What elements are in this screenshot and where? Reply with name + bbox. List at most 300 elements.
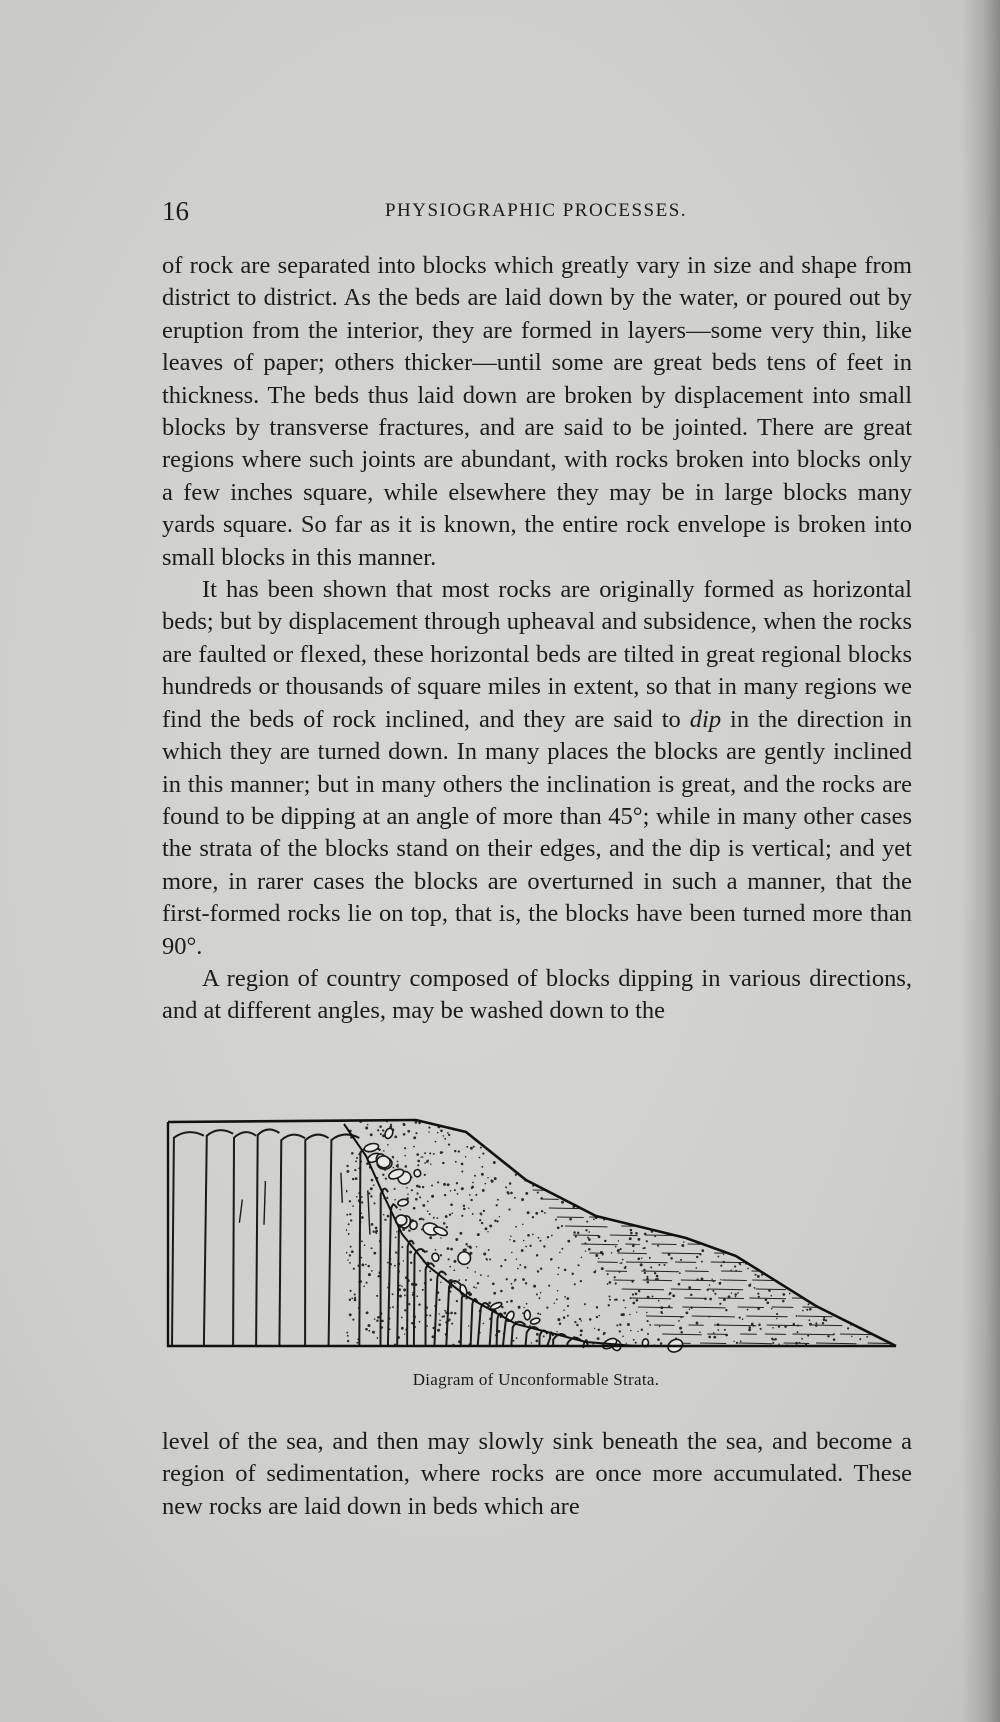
stipple-dot <box>614 1151 616 1153</box>
stipple-dot <box>788 1235 790 1237</box>
stipple-dot <box>850 1150 852 1152</box>
stipple-dot <box>424 1162 426 1164</box>
stipple-dot <box>439 1319 441 1321</box>
stipple-dot <box>834 1285 836 1287</box>
bedding-line <box>626 1262 668 1263</box>
stipple-dot <box>858 1285 861 1288</box>
stipple-dot <box>547 1236 549 1238</box>
stipple-dot <box>751 1323 754 1326</box>
bedding-line <box>708 1289 743 1290</box>
bedding-line <box>814 1145 841 1146</box>
stipple-dot <box>381 1320 384 1323</box>
stipple-dot <box>433 1217 435 1219</box>
stipple-dot <box>516 1337 518 1339</box>
stipple-dot <box>376 1295 378 1297</box>
stipple-dot <box>689 1309 691 1311</box>
stipple-dot <box>888 1332 891 1335</box>
stipple-dot <box>779 1229 782 1232</box>
stipple-dot <box>575 1236 577 1238</box>
stipple-dot <box>757 1293 759 1295</box>
stipple-dot <box>480 1147 482 1149</box>
stipple-dot <box>803 1218 805 1220</box>
stipple-dot <box>593 1123 595 1125</box>
stipple-dot <box>609 1299 611 1301</box>
stipple-dot <box>489 1224 492 1227</box>
stipple-dot <box>816 1222 817 1223</box>
stipple-dot <box>751 1151 754 1154</box>
stipple-dot <box>713 1136 715 1138</box>
stipple-dot <box>739 1316 741 1318</box>
bedding-line <box>673 1190 698 1191</box>
stipple-dot <box>784 1242 787 1245</box>
stipple-dot <box>346 1165 348 1167</box>
stipple-dot <box>481 1166 483 1168</box>
paragraph-2-part-2: in the direction in which they are turned down. In many places the blocks are gently inclined in this manner; but in many others the inclination is great, and the rocks are found to be dipping at an angle of more than 45°; while in many other cases the strata of the blocks stand on their edges, and the dip is vertical; and yet more, in rarer cases the blocks are overturned in such a manner, that the first-formed rocks lie on top, that is, the blocks have been turned more than 90°. <box>162 705 913 960</box>
stipple-dot <box>862 1177 865 1180</box>
stipple-dot <box>473 1286 475 1288</box>
stipple-dot <box>745 1142 747 1144</box>
stipple-dot <box>873 1236 874 1237</box>
stipple-dot <box>779 1241 781 1243</box>
vertical-block-edge <box>461 1292 471 1346</box>
stipple-dot <box>623 1299 625 1301</box>
stipple-dot <box>821 1193 823 1195</box>
stipple-dot <box>760 1328 762 1330</box>
stipple-dot <box>489 1141 491 1143</box>
stipple-dot <box>739 1123 741 1125</box>
stipple-dot <box>712 1240 715 1243</box>
bedding-line <box>625 1208 658 1209</box>
stipple-dot <box>407 1130 410 1133</box>
stipple-dot <box>361 1263 364 1266</box>
stipple-dot <box>820 1290 822 1292</box>
stipple-dot <box>461 1215 463 1217</box>
stipple-dot <box>753 1222 755 1224</box>
stipple-dot <box>683 1138 685 1140</box>
stipple-dot <box>708 1336 711 1339</box>
stipple-dot <box>635 1342 637 1344</box>
stipple-dot <box>449 1266 451 1268</box>
stipple-dot <box>773 1129 775 1131</box>
stipple-dot <box>349 1298 351 1300</box>
stipple-dot <box>487 1275 489 1277</box>
stipple-dot <box>889 1121 891 1123</box>
stipple-dot <box>755 1274 757 1276</box>
stipple-dot <box>768 1242 770 1244</box>
pebble <box>524 1310 530 1320</box>
stipple-dot <box>404 1165 407 1168</box>
bedding-line <box>713 1163 744 1164</box>
stipple-dot <box>774 1276 776 1278</box>
stipple-dot <box>599 1197 602 1200</box>
bedding-line <box>610 1235 638 1236</box>
stipple-dot <box>454 1260 457 1263</box>
stipple-dot <box>509 1239 510 1240</box>
stipple-dot <box>817 1276 819 1278</box>
stipple-dot <box>646 1240 648 1242</box>
stipple-dot <box>544 1212 546 1214</box>
stipple-dot <box>710 1242 712 1244</box>
bedding-line <box>714 1325 756 1326</box>
bedding-line <box>714 1244 751 1245</box>
stipple-dot <box>850 1202 852 1204</box>
stipple-dot <box>829 1216 831 1218</box>
stipple-dot <box>883 1236 885 1238</box>
stipple-dot <box>765 1299 768 1302</box>
stipple-dot <box>608 1137 611 1140</box>
pebble <box>384 1127 395 1140</box>
stipple-dot <box>691 1131 692 1132</box>
stipple-dot <box>754 1287 756 1289</box>
stipple-dot <box>793 1323 796 1326</box>
stipple-dot <box>351 1250 354 1253</box>
stipple-dot <box>667 1173 670 1176</box>
stipple-dot <box>348 1223 350 1225</box>
stipple-dot <box>541 1210 543 1212</box>
stipple-dot <box>451 1323 453 1325</box>
paragraph-2-part-1: It has been shown that most rocks are originally formed as horizontal beds; but by displacement through upheaval and subsidence, when the rocks are faulted or flexed, these horizontal beds are tilted in great regional blocks hundreds or thousands of square miles in extent, so that in many regions we find the beds of rock inclined, and they are said to <box>162 576 912 733</box>
stipple-dot <box>630 1229 633 1232</box>
stipple-dot <box>844 1176 847 1179</box>
stipple-dot <box>599 1166 600 1167</box>
bedding-line <box>852 1307 893 1308</box>
bedding-line <box>696 1217 736 1218</box>
stipple-dot <box>873 1219 875 1221</box>
stipple-dot <box>427 1210 429 1212</box>
stipple-dot <box>561 1225 563 1227</box>
stipple-dot <box>572 1168 574 1170</box>
stipple-dot <box>886 1142 888 1144</box>
stipple-dot <box>448 1134 450 1136</box>
stipple-dot <box>887 1256 889 1258</box>
bedding-line <box>801 1244 840 1245</box>
stipple-dot <box>731 1165 734 1168</box>
stipple-dot <box>765 1185 767 1187</box>
stipple-dot <box>370 1133 373 1136</box>
stipple-dot <box>765 1128 767 1130</box>
stipple-dot <box>417 1164 419 1166</box>
stipple-dot <box>822 1271 824 1273</box>
stipple-dot <box>472 1182 474 1184</box>
stipple-dot <box>431 1195 434 1198</box>
stipple-dot <box>635 1190 636 1191</box>
bedding-line <box>523 1136 555 1137</box>
stipple-dot <box>667 1149 670 1152</box>
stipple-dot <box>626 1174 627 1175</box>
stipple-dot <box>641 1328 643 1330</box>
vertical-block-edge <box>388 1205 397 1346</box>
pebble <box>363 1142 379 1153</box>
stipple-dot <box>393 1157 395 1159</box>
stipple-dot <box>794 1288 796 1290</box>
stipple-dot <box>843 1120 845 1122</box>
stipple-dot <box>808 1279 810 1281</box>
vertical-block-edge <box>539 1330 547 1346</box>
stipple-dot <box>652 1163 654 1165</box>
stipple-dot <box>588 1248 591 1251</box>
stipple-dot <box>546 1307 548 1309</box>
stipple-dot <box>740 1340 742 1342</box>
stipple-dot <box>825 1319 827 1321</box>
stipple-dot <box>355 1160 357 1162</box>
stipple-dot <box>461 1163 464 1166</box>
stipple-dot <box>866 1186 868 1188</box>
stipple-dot <box>870 1322 872 1324</box>
stipple-dot <box>543 1157 545 1159</box>
bedding-line <box>601 1136 636 1137</box>
stipple-dot <box>632 1244 635 1247</box>
stipple-dot <box>593 1207 594 1208</box>
stipple-dot <box>752 1225 754 1227</box>
stipple-dot <box>814 1205 816 1207</box>
stipple-dot <box>473 1146 475 1148</box>
bedding-line <box>595 1172 625 1173</box>
stipple-dot <box>550 1258 553 1261</box>
stipple-dot <box>601 1267 604 1270</box>
stipple-dot <box>772 1342 774 1344</box>
stipple-dot <box>580 1280 582 1282</box>
stipple-dot <box>863 1311 866 1314</box>
stipple-dot <box>349 1262 351 1264</box>
stipple-dot <box>430 1163 431 1164</box>
stipple-dot <box>465 1243 467 1245</box>
bedding-line <box>718 1298 744 1299</box>
bedding-line <box>791 1163 821 1164</box>
stipple-dot <box>537 1313 539 1315</box>
stipple-dot <box>406 1187 408 1189</box>
stipple-dot <box>372 1231 374 1233</box>
stipple-dot <box>580 1185 582 1187</box>
stipple-dot <box>347 1335 349 1337</box>
stipple-dot <box>345 1252 347 1254</box>
stipple-dot <box>540 1292 542 1294</box>
stipple-dot <box>736 1342 738 1344</box>
stipple-dot <box>663 1264 665 1266</box>
stipple-dot <box>625 1307 627 1309</box>
stipple-dot <box>733 1174 735 1176</box>
stipple-dot <box>794 1163 796 1165</box>
stipple-dot <box>354 1169 356 1171</box>
stipple-dot <box>619 1191 621 1193</box>
stipple-dot <box>450 1203 453 1206</box>
stipple-dot <box>509 1182 512 1185</box>
stipple-dot <box>651 1135 653 1137</box>
stipple-dot <box>680 1197 683 1200</box>
stipple-dot <box>453 1269 455 1271</box>
stipple-dot <box>502 1147 504 1149</box>
stipple-dot <box>780 1279 782 1281</box>
stipple-dot <box>353 1268 355 1270</box>
stipple-dot <box>437 1217 439 1219</box>
stipple-dot <box>710 1232 712 1234</box>
stipple-dot <box>454 1189 456 1191</box>
page-spine-shadow <box>962 0 1000 1722</box>
stipple-dot <box>769 1263 771 1265</box>
stipple-dot <box>583 1135 585 1137</box>
vertical-block-edge <box>497 1314 503 1346</box>
stipple-dot <box>598 1329 600 1331</box>
stipple-dot <box>679 1272 681 1274</box>
stipple-dot <box>758 1296 760 1298</box>
stipple-dot <box>878 1197 880 1199</box>
stipple-dot <box>422 1204 425 1207</box>
stipple-dot <box>799 1259 802 1262</box>
stipple-dot <box>807 1335 809 1337</box>
stipple-dot <box>465 1156 467 1158</box>
stipple-dot <box>771 1308 773 1310</box>
stipple-dot <box>488 1249 490 1251</box>
stipple-dot <box>664 1152 666 1154</box>
stipple-dot <box>411 1189 413 1191</box>
stipple-dot <box>611 1252 613 1254</box>
stipple-dot <box>483 1210 485 1212</box>
stipple-dot <box>657 1245 659 1247</box>
stipple-dot <box>547 1126 549 1128</box>
stipple-dot <box>751 1195 754 1198</box>
stipple-dot <box>566 1297 569 1300</box>
stipple-dot <box>663 1128 666 1131</box>
bedding-line <box>641 1271 679 1272</box>
stipple-dot <box>601 1154 603 1156</box>
stipple-dot <box>801 1212 803 1214</box>
stipple-dot <box>839 1235 841 1237</box>
stipple-dot <box>804 1227 806 1229</box>
stipple-dot <box>586 1221 588 1223</box>
stipple-dot <box>525 1282 527 1284</box>
stipple-dot <box>567 1305 569 1307</box>
stipple-dot <box>732 1245 735 1248</box>
italic-term-dip: dip <box>689 705 722 733</box>
stipple-dot <box>884 1245 886 1247</box>
stipple-dot <box>872 1269 874 1271</box>
stipple-dot <box>505 1186 507 1188</box>
pebble <box>431 1252 440 1262</box>
stipple-dot <box>676 1209 679 1212</box>
stipple-dot <box>424 1152 426 1154</box>
stipple-dot <box>448 1143 450 1145</box>
stipple-dot <box>346 1214 348 1216</box>
stipple-dot <box>409 1251 412 1254</box>
stipple-dot <box>729 1249 731 1251</box>
stipple-dot <box>479 1219 481 1221</box>
stipple-dot <box>776 1318 778 1320</box>
vertical-block-edge <box>414 1249 426 1346</box>
stipple-dot <box>488 1302 491 1305</box>
stipple-dot <box>647 1320 649 1322</box>
stipple-dot <box>867 1187 870 1190</box>
stipple-dot <box>536 1159 538 1161</box>
stipple-dot <box>760 1195 763 1198</box>
stipple-dot <box>768 1269 770 1271</box>
stipple-dot <box>450 1248 453 1251</box>
stipple-dot <box>660 1342 663 1345</box>
stipple-dot <box>859 1311 862 1314</box>
stipple-dot <box>611 1142 613 1144</box>
stipple-dot <box>535 1130 537 1132</box>
stipple-dot <box>867 1172 869 1174</box>
stipple-dot <box>657 1227 659 1229</box>
stipple-dot <box>718 1190 719 1191</box>
stipple-dot <box>619 1169 621 1171</box>
stipple-dot <box>461 1170 463 1172</box>
stipple-dot <box>747 1309 749 1311</box>
stipple-dot <box>693 1133 695 1135</box>
stipple-dot <box>605 1176 608 1179</box>
stipple-dot <box>777 1160 779 1162</box>
stipple-dot <box>356 1342 358 1344</box>
stipple-dot <box>799 1131 801 1133</box>
stipple-dot <box>475 1122 478 1125</box>
stipple-dot <box>403 1288 406 1291</box>
stipple-dot <box>552 1177 554 1179</box>
stipple-dot <box>865 1188 868 1191</box>
stipple-dot <box>514 1197 516 1199</box>
stipple-dot <box>463 1208 466 1211</box>
stipple-dot <box>630 1135 633 1138</box>
stipple-dot <box>866 1323 868 1325</box>
stipple-dot <box>750 1179 753 1182</box>
bedding-line <box>742 1208 766 1209</box>
stipple-dot <box>511 1283 513 1285</box>
stipple-dot <box>528 1125 530 1127</box>
stipple-dot <box>879 1203 881 1205</box>
stipple-dot <box>717 1200 719 1202</box>
stipple-dot <box>893 1233 896 1236</box>
stipple-dot <box>569 1218 572 1221</box>
stipple-dot <box>557 1273 559 1275</box>
stipple-dot <box>548 1285 550 1287</box>
stipple-dot <box>624 1267 627 1270</box>
bedding-line <box>598 1190 634 1191</box>
stipple-dot <box>480 1212 482 1214</box>
stipple-dot <box>717 1157 719 1159</box>
stipple-dot <box>717 1329 719 1331</box>
stipple-dot <box>894 1122 895 1123</box>
stipple-dot <box>639 1147 641 1149</box>
stipple-dot <box>775 1165 778 1168</box>
stipple-dot <box>361 1196 363 1198</box>
stipple-dot <box>583 1181 586 1184</box>
stipple-dot <box>879 1312 880 1313</box>
stipple-dot <box>772 1327 774 1329</box>
stipple-dot <box>383 1150 385 1152</box>
stipple-dot <box>510 1236 512 1238</box>
stipple-dot <box>586 1203 588 1205</box>
stipple-dot <box>674 1162 676 1164</box>
stipple-dot <box>450 1312 453 1315</box>
stipple-dot <box>475 1287 477 1289</box>
stipple-dot <box>511 1286 514 1289</box>
stipple-dot <box>843 1204 846 1207</box>
stipple-dot <box>650 1150 651 1151</box>
bedding-line <box>697 1181 726 1182</box>
stipple-dot <box>749 1148 752 1151</box>
stipple-dot <box>387 1215 390 1218</box>
stipple-dot <box>504 1123 506 1125</box>
stipple-dot <box>557 1226 560 1229</box>
stipple-dot <box>444 1138 446 1140</box>
stipple-dot <box>475 1194 477 1196</box>
stipple-dot <box>637 1331 638 1332</box>
stipple-dot <box>754 1145 757 1148</box>
bedding-line <box>875 1253 906 1254</box>
pebble <box>397 1198 409 1206</box>
bedding-line <box>738 1307 764 1308</box>
stipple-dot <box>517 1268 519 1270</box>
stipple-dot <box>778 1343 780 1345</box>
stipple-dot <box>881 1159 883 1161</box>
stipple-dot <box>751 1182 754 1185</box>
